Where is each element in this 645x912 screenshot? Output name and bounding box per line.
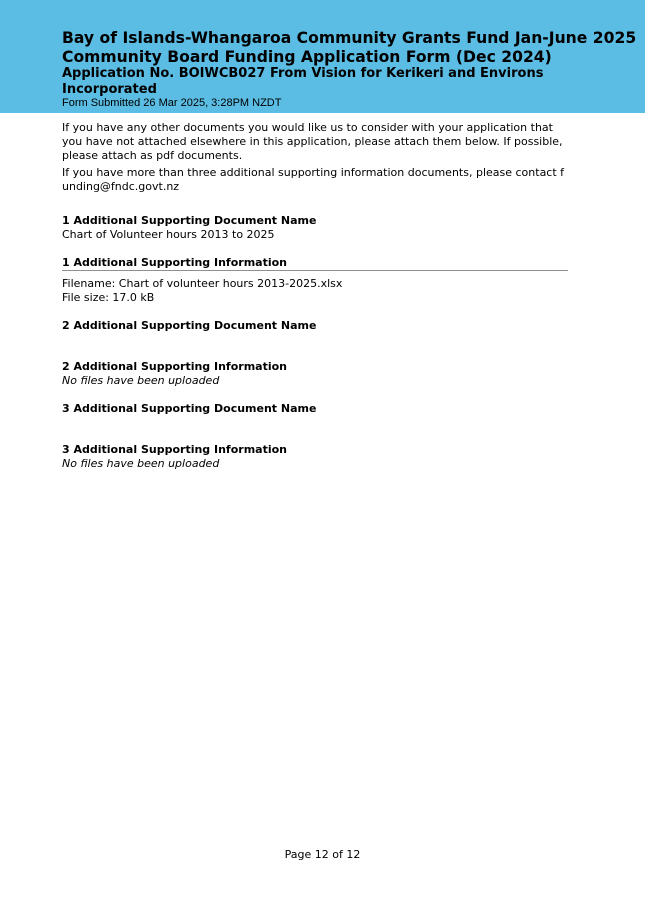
doc2-name-question [62,319,568,347]
doc1-filename: Filename: Chart of volunteer hours 2013-2025.xlsx [62,277,343,290]
page-number: Page 12 of 12 [284,848,361,861]
doc2-name-label: 2 Additional Supporting Document Name [62,319,317,332]
doc1-name-question [62,214,568,242]
doc1-info-question [62,256,568,305]
doc2-name-value [62,333,568,347]
header-band [0,0,645,113]
doc1-filesize: File size: 17.0 kB [62,291,155,304]
contact-paragraph: If you have more than three additional supporting information documents, please contact funding@fndc.govt.nz [62,166,565,193]
doc2-info-question [62,360,568,388]
doc3-name-question [62,402,568,430]
doc3-info-label: 3 Additional Supporting Information [62,443,287,456]
doc1-info-label: 1 Additional Supporting Information [62,256,568,271]
doc3-info-value: No files have been uploaded [62,457,220,470]
submitted-timestamp: Form Submitted 26 Mar 2025, 3:28PM NZDT [62,97,282,109]
doc3-name-label: 3 Additional Supporting Document Name [62,402,317,415]
doc2-info-label: 2 Additional Supporting Information [62,360,287,373]
doc3-name-value [62,416,568,430]
doc3-info-question [62,443,568,471]
doc1-name-label: 1 Additional Supporting Document Name [62,214,317,227]
application-number: Application No. BOIWCB027 From Vision for Kerikeri and Environs Incorporated [62,66,544,97]
form-content [62,121,568,471]
doc1-name-value: Chart of Volunteer hours 2013 to 2025 [62,228,275,241]
form-title: Bay of Islands-Whangaroa Community Grants Fund Jan-June 2025 Community Board Funding Application Form (Dec 2024) [62,29,637,66]
intro-paragraph: If you have any other documents you would like us to consider with your application that you have not attached elsewhere in this application, please attach them below. If possible, please attach as pdf documents. [62,121,563,162]
doc2-info-value: No files have been uploaded [62,374,220,387]
